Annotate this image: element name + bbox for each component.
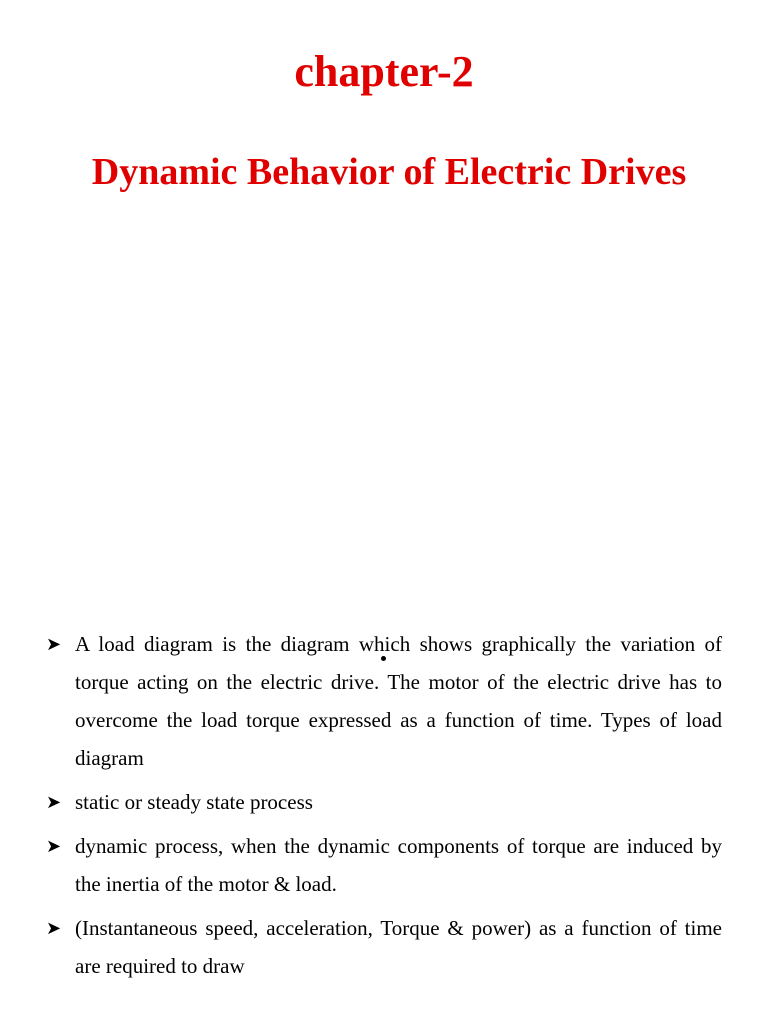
arrowhead-bullet-icon: ➤ [46,792,62,812]
page-title: Dynamic Behavior of Electric Drives [91,151,687,193]
arrowhead-bullet-icon: ➤ [46,918,62,938]
list-item [46,783,722,821]
arrowhead-bullet-icon: ➤ [46,836,62,856]
bullet-list [46,625,722,991]
chapter-title: chapter-2 [294,47,474,96]
list-item [46,625,722,777]
list-item [46,909,722,985]
arrowhead-bullet-icon: ➤ [46,634,62,654]
list-item-text: A load diagram is the diagram which shows graphically the variation of torque acting on the electric drive. The motor of the electric drive has to overcome the load torque expressed as a function of time. Types of load diagram [75,632,722,770]
list-item-text: dynamic process, when the dynamic components of torque are induced by the inertia of the motor & load. [75,834,722,896]
list-item-text: (Instantaneous speed, acceleration, Torque & power) as a function of time are required to draw [75,916,722,978]
list-item-text: static or steady state process [75,790,313,814]
list-item [46,827,722,903]
